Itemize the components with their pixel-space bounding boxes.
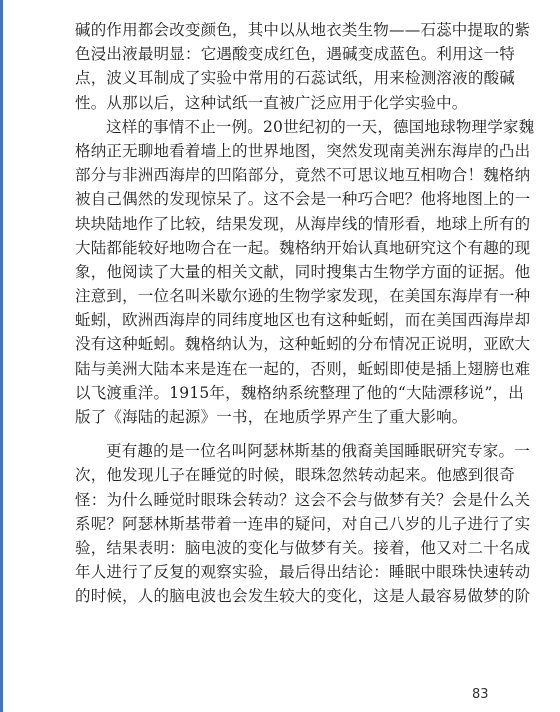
text-line: 这样的事情不止一例。20世纪初的一天，德国地球物理学家魏 xyxy=(106,117,535,136)
text-line: 的时候，人的脑电波也会发生较大的变化，这是人最容易做梦的阶 xyxy=(75,587,531,606)
text-line: 大陆都能较好地吻合在一起。魏格纳开始认真地研究这个有趣的现 xyxy=(75,238,531,257)
text-line: 格纳正无聊地看着墙上的世界地图，突然发现南美洲东海岸的凸出 xyxy=(75,141,531,160)
text-line: 注意到，一位名叫米歇尔逊的生物学家发现，在美国东海岸有一种 xyxy=(75,287,531,306)
text-line: 次，他发现儿子在睡觉的时候，眼珠忽然转动起来。他感到很奇 xyxy=(75,466,515,485)
page-left-border xyxy=(0,0,3,712)
text-line: 年人进行了反复的观察实验，最后得出结论：睡眠中眼珠快速转动 xyxy=(75,563,531,582)
text-line: 点，波义耳制成了实验中常用的石蕊试纸，用来检测溶液的酸碱 xyxy=(75,69,515,88)
text-line: 没有这种蚯蚓。魏格纳认为，这种蚯蚓的分布情况正说明，亚欧大 xyxy=(75,335,531,354)
page-number: 83 xyxy=(472,687,489,702)
text-line: 系呢？阿瑟林斯基带着一连串的疑问，对自己八岁的儿子进行了实 xyxy=(75,514,531,533)
paragraph-gap xyxy=(75,429,515,439)
text-line: 碱的作用都会改变颜色，其中以从地衣类生物——石蕊中提取的紫 xyxy=(75,21,531,39)
text-line: 被自己偶然的发现惊呆了。这不会是一种巧合吧？他将地图上的一 xyxy=(75,190,531,209)
text-line: 怪：为什么睡觉时眼珠会转动？这会不会与做梦有关？会是什么关 xyxy=(75,490,531,509)
page-body xyxy=(75,18,535,609)
text-line: 更有趣的是一位名叫阿瑟林斯基的俄裔美国睡眠研究专家。一 xyxy=(106,442,530,461)
paragraph-litmus xyxy=(75,18,531,115)
text-line: 部分与非洲西海岸的凹陷部分，竟然不可思议地互相吻合！魏格纳 xyxy=(75,166,531,185)
text-line: 版了《海陆的起源》一书，在地质学界产生了重大影响。 xyxy=(75,408,468,426)
text-line: 陆与美洲大陆本来是连在一起的，否则，蚯蚓即使是插上翅膀也难 xyxy=(75,359,531,378)
text-line: 性。从那以后，这种试纸一直被广泛应用于化学实验中。 xyxy=(75,93,468,112)
text-line: 蚯蚓，欧洲西海岸的同纬度地区也有这种蚯蚓，而在美国西海岸却 xyxy=(75,311,531,330)
text-line: 色浸出液最明显：它遇酸变成红色，遇碱变成蓝色。利用这一特 xyxy=(75,45,515,64)
paragraph-wegener xyxy=(75,115,535,429)
paragraph-aserinsky xyxy=(75,439,531,608)
text-line: 验，结果表明：脑电波的变化与做梦有关。接着，他又对二十名成 xyxy=(75,538,531,557)
text-line: 以飞渡重洋。1915年，魏格纳系统整理了他的“大陆漂移说”，出 xyxy=(75,383,524,402)
text-line: 象，他阅读了大量的相关文献，同时搜集古生物学方面的证据。他 xyxy=(75,262,531,281)
text-line: 块块陆地作了比较，结果发现，从海岸线的情形看，地球上所有的 xyxy=(75,214,531,233)
